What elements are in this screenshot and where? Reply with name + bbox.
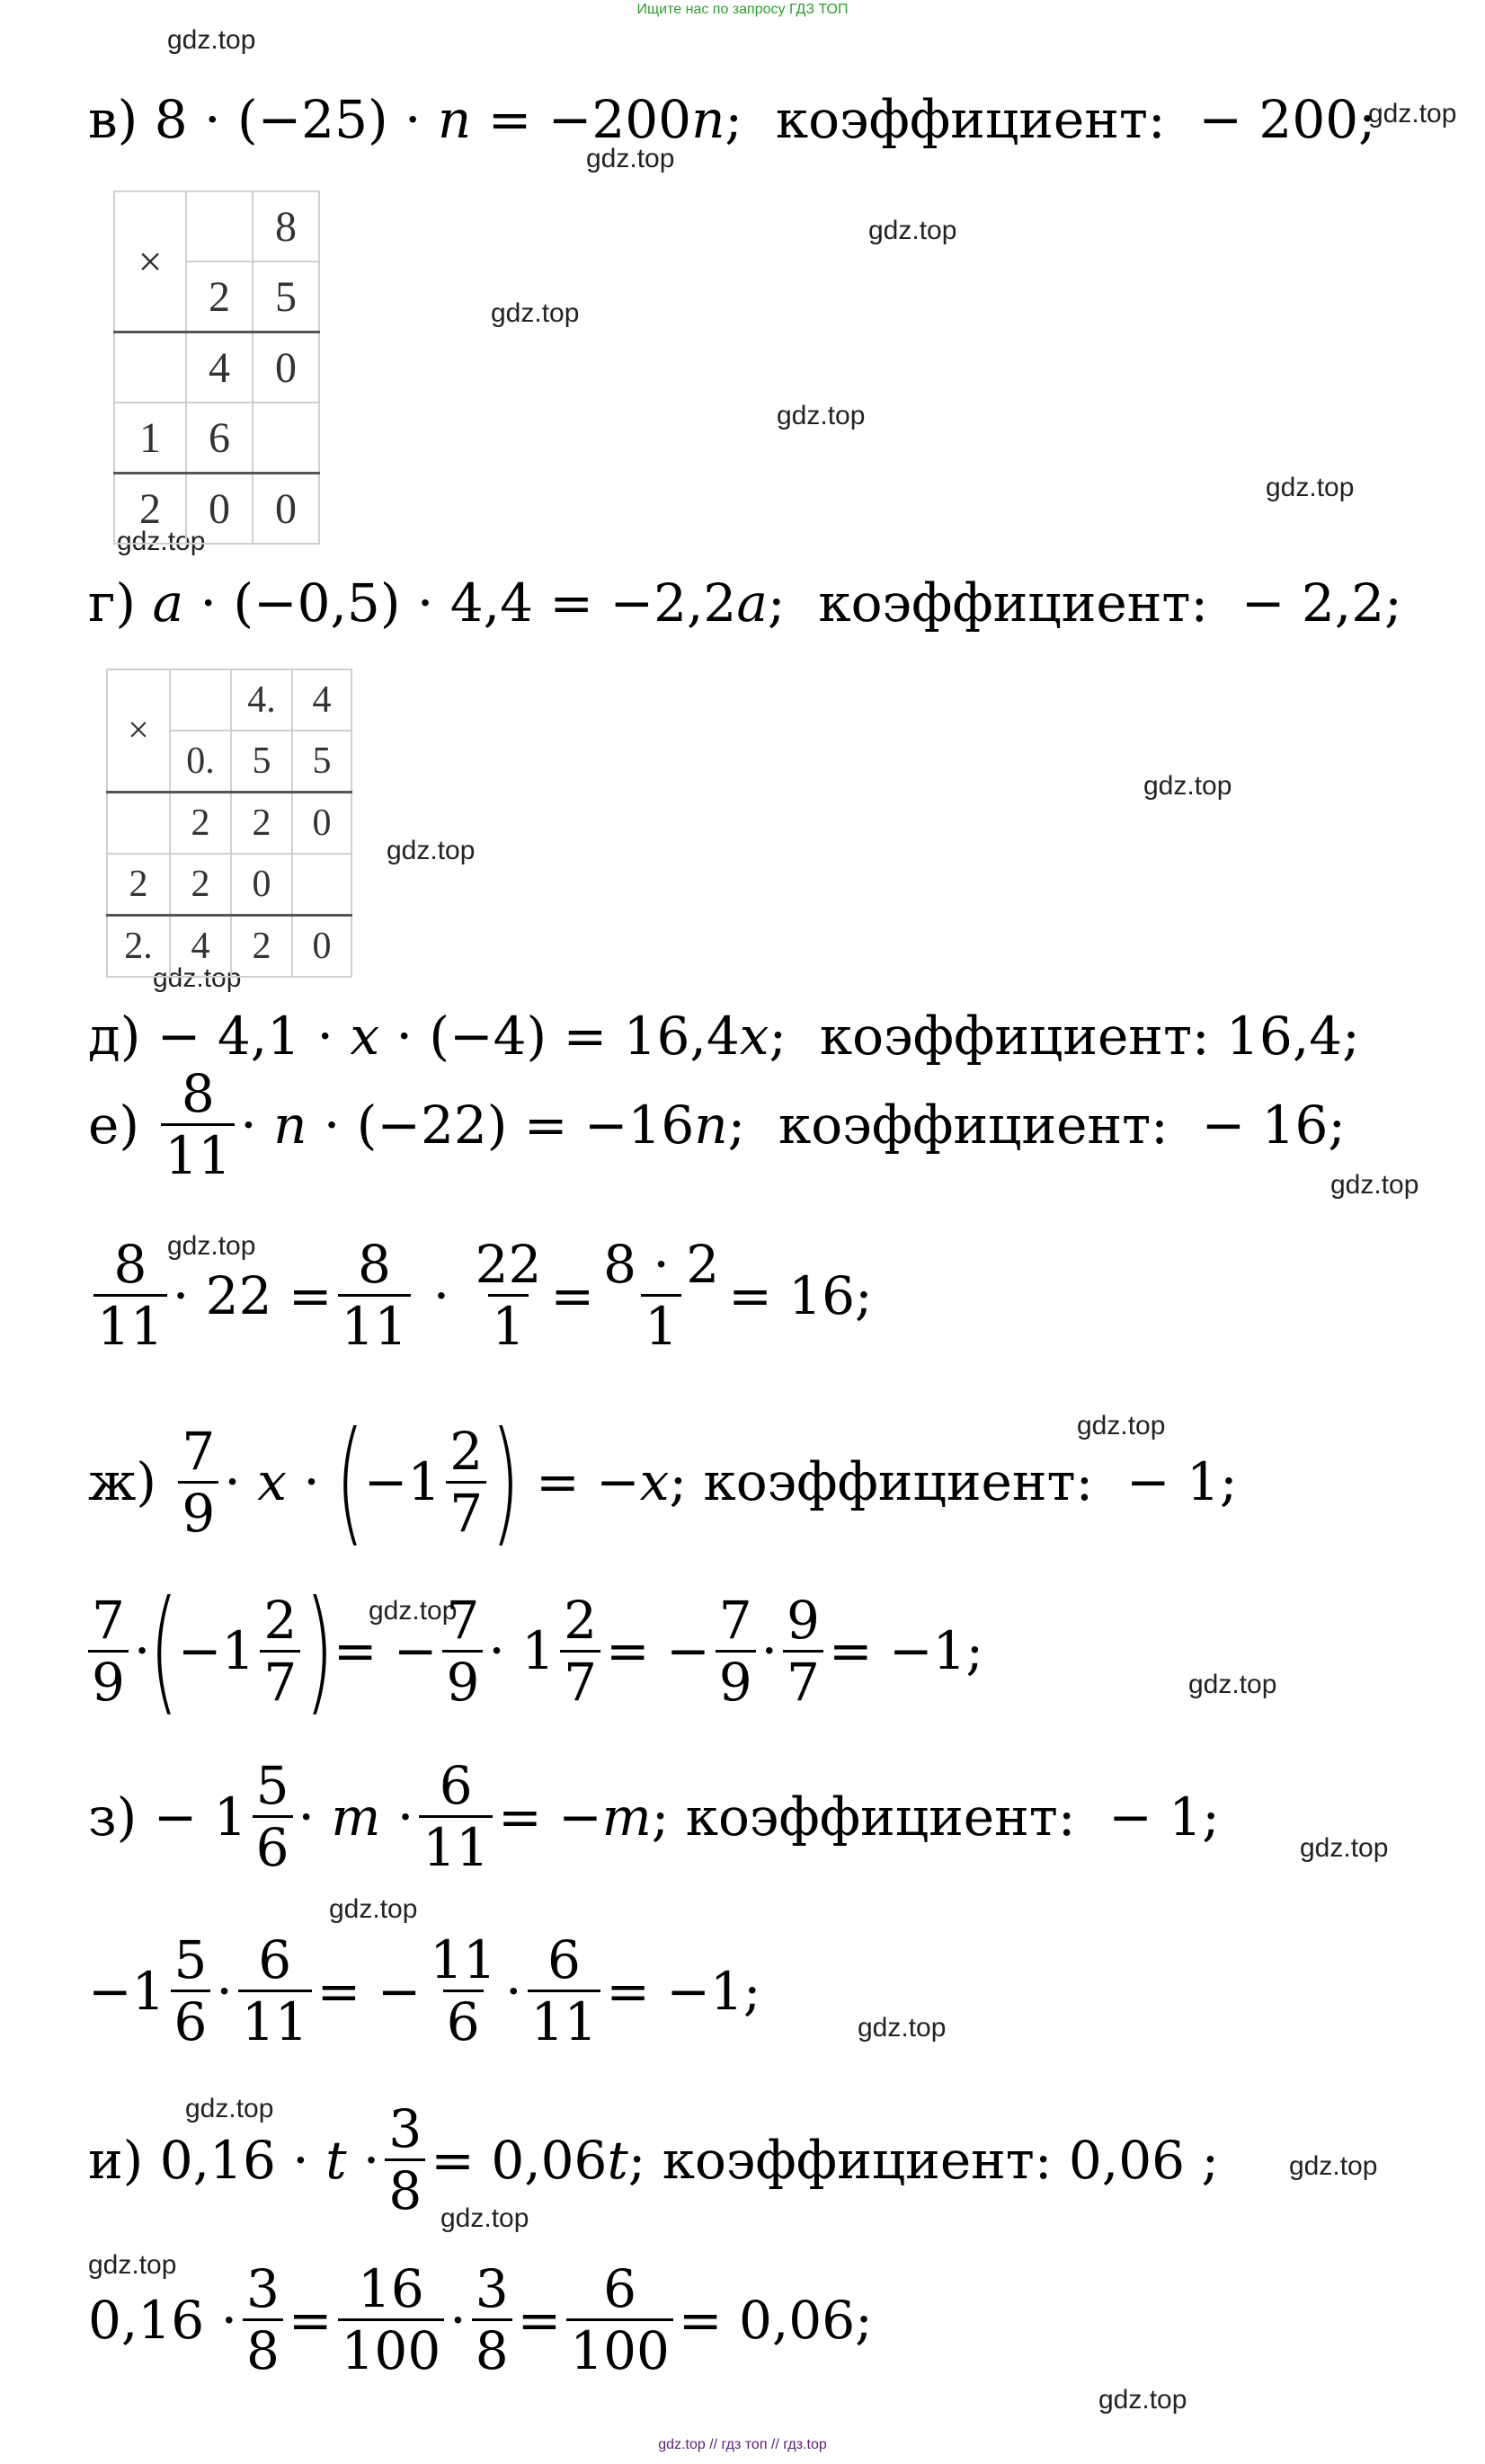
watermark: gdz.top	[491, 298, 580, 328]
line-zh-calc	[88, 1573, 984, 1729]
fraction	[260, 1589, 300, 1713]
expr-text: = −1;	[828, 1620, 984, 1681]
coefficient-text: ; коэффициент: 0,06 ;	[627, 2129, 1219, 2191]
table-cell	[186, 191, 253, 261]
denominator: 11	[238, 1990, 312, 2048]
variable: n	[273, 1094, 307, 1156]
expr-text: · (−22) = −16	[307, 1094, 695, 1156]
coefficient-text: ; коэффициент: − 200;	[725, 89, 1376, 150]
numerator: 6	[439, 1755, 473, 1816]
watermark: gdz.top	[167, 25, 256, 55]
numerator: 9	[787, 1589, 820, 1651]
watermark: gdz.top	[1077, 1411, 1166, 1440]
footer-links[interactable]: gdz.top // гдз топ // гдз.top	[658, 2437, 827, 2452]
expr-text: =	[288, 2289, 333, 2351]
denominator: 7	[260, 1650, 300, 1708]
table-cell: 1	[114, 403, 186, 474]
fraction	[385, 2098, 425, 2221]
numerator: 7	[718, 1589, 752, 1651]
dot-operator: ·	[204, 89, 221, 150]
variable: n	[694, 1094, 728, 1156]
fraction	[716, 1589, 756, 1713]
numerator: 6	[258, 1929, 292, 1990]
watermark: gdz.top	[185, 2094, 274, 2123]
denominator: 100	[338, 2318, 445, 2377]
top-banner[interactable]: Ищите нас по запросу ГДЗ ТОП	[636, 2, 849, 17]
expr-text: · 1	[488, 1620, 556, 1681]
item-label: д)	[88, 1006, 141, 1067]
fraction	[338, 2258, 445, 2381]
watermark: gdz.top	[858, 2013, 947, 2043]
table-cell: 2	[186, 261, 253, 332]
denominator: 11	[528, 1990, 601, 2048]
numerator: 7	[92, 1589, 125, 1651]
variable: x	[639, 1451, 670, 1512]
dot-operator: ·	[760, 1620, 778, 1681]
line-z-calc	[88, 1929, 761, 2052]
denominator: 100	[566, 2318, 673, 2377]
watermark: gdz.top	[88, 2250, 177, 2280]
denominator: 7	[446, 1481, 486, 1539]
variable: t	[325, 2129, 347, 2191]
right-paren: )	[305, 1573, 334, 1729]
expr-text: −1	[363, 1451, 441, 1512]
denominator: 9	[716, 1650, 756, 1708]
item-label: в)	[88, 89, 138, 150]
expr-text: = −	[316, 1960, 422, 2022]
denominator: 8	[385, 2158, 425, 2217]
watermark: gdz.top	[440, 2203, 529, 2233]
table-cell: 2	[231, 916, 292, 978]
denominator: 7	[560, 1650, 600, 1708]
table-cell: 2	[170, 854, 231, 916]
line-e-calc	[88, 1234, 873, 1357]
line-e	[88, 1063, 1346, 1186]
fraction	[600, 1234, 723, 1357]
line-g	[88, 572, 1402, 634]
table-cell: 0	[292, 793, 351, 855]
fraction	[472, 2258, 512, 2381]
expr-text: ·	[346, 2129, 380, 2191]
fraction	[88, 1589, 129, 1713]
expr-text	[221, 93, 237, 146]
fraction	[426, 1929, 500, 2052]
variable: a	[736, 572, 768, 634]
numerator: 7	[182, 1420, 216, 1482]
variable: n	[691, 89, 725, 150]
variable: x	[257, 1451, 287, 1512]
numerator: 3	[475, 2258, 509, 2319]
expr-text: ·	[380, 1786, 414, 1848]
variable: m	[601, 1786, 652, 1848]
table-cell: 0	[231, 854, 292, 916]
watermark: gdz.top	[329, 1894, 418, 1924]
expr-text: − 4,1 ·	[140, 1006, 351, 1067]
watermark: gdz.top	[777, 401, 866, 430]
watermark: gdz.top	[1098, 2385, 1187, 2415]
expr-number: 8	[154, 89, 188, 150]
expr-text: −1	[177, 1620, 255, 1681]
item-label: ж)	[88, 1451, 156, 1512]
table-cell	[292, 854, 351, 916]
table-cell: 6	[186, 403, 253, 474]
expr-text: · 22 =	[172, 1264, 333, 1326]
left-paren: (	[335, 1404, 365, 1560]
denominator: 1	[641, 1294, 681, 1352]
expr-text: =	[517, 2289, 562, 2351]
table-cell: ×	[114, 191, 186, 332]
table-cell: 2	[107, 854, 170, 916]
numerator: 5	[173, 1929, 208, 1990]
denominator: 7	[783, 1650, 823, 1708]
fraction	[243, 2258, 283, 2381]
denominator: 6	[253, 1815, 293, 1874]
denominator: 9	[88, 1650, 129, 1708]
expr-text: = 0,06;	[678, 2289, 873, 2351]
denominator: 1	[488, 1294, 529, 1352]
expr-text: =	[550, 1264, 595, 1326]
denominator: 11	[93, 1294, 167, 1352]
fraction	[442, 1589, 483, 1713]
fraction	[253, 1755, 293, 1878]
expr-text: − 1	[137, 1786, 247, 1848]
expr-text: ·	[298, 1786, 332, 1848]
denominator: 8	[472, 2318, 512, 2377]
table-cell: 4	[170, 916, 231, 978]
numerator: 16	[357, 2258, 424, 2319]
expr-text: ·	[286, 1451, 337, 1512]
watermark: gdz.top	[1266, 473, 1355, 502]
numerator: 6	[547, 1929, 581, 1990]
table-cell: 5	[292, 731, 351, 793]
fraction	[446, 1420, 486, 1544]
table-cell	[253, 403, 319, 474]
numerator: 8 · 2	[603, 1234, 720, 1295]
numerator: 8	[181, 1063, 215, 1124]
numerator: 6	[603, 2258, 637, 2319]
watermark: gdz.top	[387, 836, 476, 865]
right-paren: )	[491, 1404, 520, 1560]
denominator: 6	[443, 1990, 484, 2048]
watermark: gdz.top	[1188, 1670, 1277, 1699]
expr-text: = 16;	[728, 1264, 873, 1326]
coefficient-text: ; коэффициент: − 1;	[669, 1451, 1238, 1512]
table-cell: 0	[253, 474, 319, 545]
watermark: gdz.top	[117, 527, 206, 556]
expr-text: · (−0,5) · 4,4 = −2,2	[183, 572, 737, 634]
fraction	[338, 1234, 412, 1357]
numerator: 3	[388, 2098, 422, 2159]
table-cell: 2	[170, 793, 231, 855]
table-cell: 8	[253, 191, 319, 261]
dot-operator: ·	[449, 2289, 467, 2351]
table-cell: 5	[253, 261, 319, 332]
fraction	[93, 1234, 167, 1357]
expr-text: · (−4) = 16,4	[379, 1006, 740, 1067]
fraction	[161, 1063, 235, 1186]
denominator: 8	[243, 2318, 283, 2377]
line-d	[88, 1006, 1360, 1067]
line-z	[88, 1755, 1220, 1878]
item-label: з)	[88, 1786, 138, 1848]
table-cell	[170, 669, 231, 731]
numerator: 8	[113, 1234, 147, 1295]
coefficient-text: ; коэффициент: − 2,2;	[767, 572, 1402, 634]
watermark: gdz.top	[153, 963, 242, 993]
variable: n	[437, 89, 472, 150]
table-cell: 4.	[231, 669, 292, 731]
expr-text	[136, 577, 152, 629]
item-label: е)	[88, 1094, 139, 1156]
expr-text: ·	[224, 1451, 258, 1512]
denominator: 11	[338, 1294, 412, 1352]
expr-number: (−25)	[236, 89, 388, 150]
dot-operator	[188, 93, 204, 146]
line-zh	[88, 1404, 1238, 1560]
expr-text: ·	[240, 1094, 274, 1156]
denominator: 9	[442, 1650, 483, 1708]
watermark: gdz.top	[1143, 771, 1232, 801]
expr-text	[156, 1456, 173, 1508]
expr-text	[138, 93, 154, 146]
fraction	[783, 1589, 823, 1713]
coefficient-text: ; коэффициент: − 16;	[727, 1094, 1346, 1156]
table-cell: 4	[186, 332, 253, 403]
item-label: и)	[88, 2129, 144, 2191]
dot-operator: ·	[505, 1960, 522, 2022]
watermark: gdz.top	[1330, 1170, 1419, 1200]
numerator: 2	[564, 1589, 598, 1651]
fraction	[528, 1929, 601, 2052]
variable: t	[607, 2129, 628, 2191]
left-paren: (	[149, 1573, 179, 1729]
table-cell: 0.	[170, 731, 231, 793]
table-cell	[107, 793, 170, 855]
coefficient-text: ; коэффициент: 16,4;	[769, 1006, 1360, 1067]
watermark: gdz.top	[1289, 2151, 1378, 2181]
expr-text: = −	[333, 1620, 438, 1681]
fraction	[419, 1755, 493, 1878]
result: −200	[547, 89, 692, 150]
expr-text: ·	[416, 1264, 467, 1326]
watermark: gdz.top	[1368, 99, 1457, 129]
line-i-calc	[88, 2258, 873, 2381]
table-cell: 0	[253, 332, 319, 403]
numerator: 11	[430, 1929, 497, 1990]
numerator: 8	[357, 1234, 391, 1295]
numerator: 7	[446, 1589, 480, 1651]
table-cell: 2	[231, 793, 292, 855]
multiplication-table-g	[106, 669, 352, 978]
equals: =	[487, 89, 532, 150]
variable: a	[152, 572, 184, 634]
expr-text	[531, 93, 547, 146]
table-cell: 4	[292, 669, 351, 731]
denominator: 6	[171, 1990, 211, 2048]
numerator: 3	[246, 2258, 280, 2319]
denominator: 9	[178, 1481, 218, 1539]
expr-text: = −	[606, 1620, 710, 1681]
fraction	[566, 2258, 673, 2381]
fraction	[178, 1420, 218, 1544]
watermark: gdz.top	[868, 216, 957, 245]
variable: x	[739, 1006, 769, 1067]
expr-text: = 0,06	[431, 2129, 608, 2191]
expr-text: = −1;	[606, 1960, 761, 2022]
expr-text	[139, 1099, 156, 1151]
fraction	[560, 1589, 600, 1713]
numerator: 2	[449, 1420, 484, 1482]
dot-operator: ·	[216, 1960, 233, 2022]
table-cell: ×	[107, 669, 170, 793]
watermark: gdz.top	[369, 1596, 458, 1626]
expr-text: 0,16 ·	[143, 2129, 326, 2191]
multiplication-table-v	[113, 191, 320, 545]
table-cell: 2.	[107, 916, 170, 978]
table-cell	[114, 332, 186, 403]
expr-text: = −	[519, 1451, 640, 1512]
table-cell: 5	[231, 731, 292, 793]
numerator: 22	[475, 1234, 542, 1295]
item-label: г)	[88, 572, 137, 634]
table-cell: 0	[186, 474, 253, 545]
watermark: gdz.top	[1300, 1833, 1389, 1863]
line-v	[88, 89, 1376, 150]
expr-text: 0,16 ·	[88, 2289, 238, 2351]
fraction	[171, 1929, 211, 2052]
variable: m	[331, 1786, 381, 1848]
table-cell: 0	[292, 916, 351, 978]
dot-operator: ·	[133, 1620, 151, 1681]
numerator: 5	[255, 1755, 289, 1816]
variable: x	[350, 1006, 380, 1067]
watermark: gdz.top	[167, 1231, 256, 1261]
table-cell: 2	[114, 474, 186, 545]
coefficient-text: ; коэффициент: − 1;	[651, 1786, 1220, 1848]
watermark: gdz.top	[586, 144, 675, 173]
fraction	[472, 1234, 546, 1357]
expr-text	[471, 93, 487, 146]
expr-text: = −	[498, 1786, 602, 1848]
fraction	[238, 1929, 312, 2052]
dot-operator: ·	[387, 89, 438, 150]
denominator: 11	[419, 1815, 493, 1874]
numerator: 2	[263, 1589, 298, 1651]
expr-text: −1	[88, 1960, 165, 2022]
denominator: 11	[161, 1123, 235, 1182]
